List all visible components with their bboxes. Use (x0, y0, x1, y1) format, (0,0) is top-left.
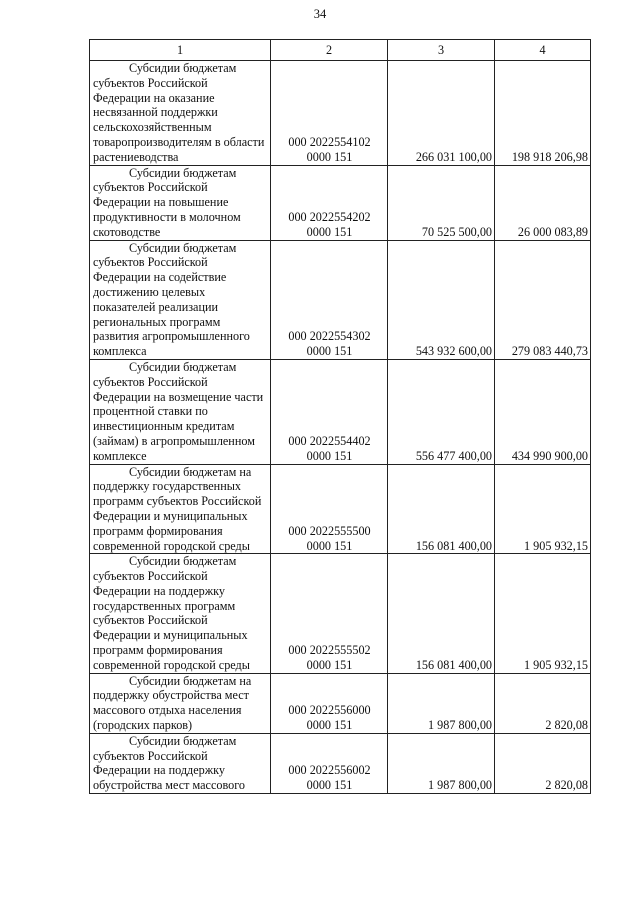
row-description (90, 165, 271, 240)
row-description (90, 554, 271, 673)
row-code-line2: 0000 151 (306, 344, 353, 359)
header-col-1: 1 (90, 40, 271, 61)
row-code-line2: 0000 151 (306, 538, 353, 553)
row-description-text: Субсидии бюджетам субъектов Российской Федерации на поддержку государственных программ субъектов Российской Федерации и муниципальных программ формирования современной городской среды (93, 554, 250, 672)
row-description (90, 673, 271, 733)
row-code-line2: 0000 151 (306, 718, 353, 733)
row-col4-value: 279 083 440,73 (495, 240, 591, 359)
table-row (90, 554, 591, 673)
row-col4-value: 434 990 900,00 (495, 359, 591, 464)
table-row (90, 359, 591, 464)
row-description (90, 464, 271, 554)
row-description (90, 240, 271, 359)
row-col3-value: 156 081 400,00 (388, 464, 495, 554)
row-code-line2: 0000 151 (306, 149, 353, 164)
row-col3-value: 1 987 800,00 (388, 673, 495, 733)
table-row (90, 673, 591, 733)
row-col3-value: 70 525 500,00 (388, 165, 495, 240)
row-description-text: Субсидии бюджетам субъектов Российской Федерации на возмещение части процентной ставки по инвестиционным кредитам (займам) в агропромышленном комплексе (93, 359, 264, 463)
row-description-text: Субсидии бюджетам на поддержку государственных программ субъектов Российской Федерации и муниципальных программ формирования современной городской среды (93, 464, 262, 553)
row-code-line2: 0000 151 (306, 657, 353, 672)
row-code (271, 554, 388, 673)
budget-table (89, 39, 591, 794)
row-col3-value: 1 987 800,00 (388, 733, 495, 793)
table-row (90, 165, 591, 240)
table-row (90, 240, 591, 359)
row-description-text: Субсидии бюджетам субъектов Российской Федерации на повышение продуктивности в молочном скотоводстве (93, 165, 241, 239)
row-code-line1: 000 2022554202 (288, 209, 371, 224)
row-col3-value: 543 932 600,00 (388, 240, 495, 359)
header-row (90, 40, 591, 61)
row-code (271, 464, 388, 554)
page-number: 34 (313, 7, 327, 21)
row-description (90, 359, 271, 464)
row-code-line2: 0000 151 (306, 448, 353, 463)
table-row (90, 464, 591, 554)
row-col4-value: 1 905 932,15 (495, 554, 591, 673)
row-code (271, 673, 388, 733)
row-code-line1: 000 2022555502 (288, 643, 371, 658)
row-code (271, 733, 388, 793)
row-code-line2: 0000 151 (306, 778, 353, 793)
row-description (90, 733, 271, 793)
row-description-text: Субсидии бюджетам субъектов Российской Федерации на оказание несвязанной поддержки сельскохозяйственным товаропроизводителям в области растениеводства (93, 61, 265, 164)
header-col-4: 4 (495, 40, 591, 61)
row-code (271, 240, 388, 359)
row-code-line1: 000 2022556000 (288, 703, 371, 718)
row-description-text: Субсидии бюджетам субъектов Российской Федерации на содействие достижению целевых показателей реализации региональных программ развития агропромышленного комплекса (93, 240, 250, 359)
row-col3-value: 266 031 100,00 (388, 61, 495, 166)
row-code-line1: 000 2022554402 (288, 433, 371, 448)
table-row (90, 61, 591, 166)
row-code-line2: 0000 151 (306, 224, 353, 239)
row-col4-value: 2 820,08 (495, 733, 591, 793)
row-col3-value: 156 081 400,00 (388, 554, 495, 673)
row-col4-value: 1 905 932,15 (495, 464, 591, 554)
row-description (90, 61, 271, 166)
row-col4-value: 26 000 083,89 (495, 165, 591, 240)
row-col4-value: 2 820,08 (495, 673, 591, 733)
row-description-text: Субсидии бюджетам на поддержку обустройства мест массового отдыха населения (городских парков) (93, 673, 252, 733)
header-col-3: 3 (388, 40, 495, 61)
row-code (271, 165, 388, 240)
table-row (90, 733, 591, 793)
row-code-line1: 000 2022556002 (288, 763, 371, 778)
row-code (271, 359, 388, 464)
table-body (90, 40, 591, 794)
row-code-line1: 000 2022555500 (288, 523, 371, 538)
header-col-2: 2 (271, 40, 388, 61)
row-code-line1: 000 2022554302 (288, 329, 371, 344)
row-col3-value: 556 477 400,00 (388, 359, 495, 464)
row-description-text: Субсидии бюджетам субъектов Российской Федерации на поддержку обустройства мест массового (93, 733, 246, 793)
row-col4-value: 198 918 206,98 (495, 61, 591, 166)
row-code (271, 61, 388, 166)
row-code-line1: 000 2022554102 (288, 134, 371, 149)
